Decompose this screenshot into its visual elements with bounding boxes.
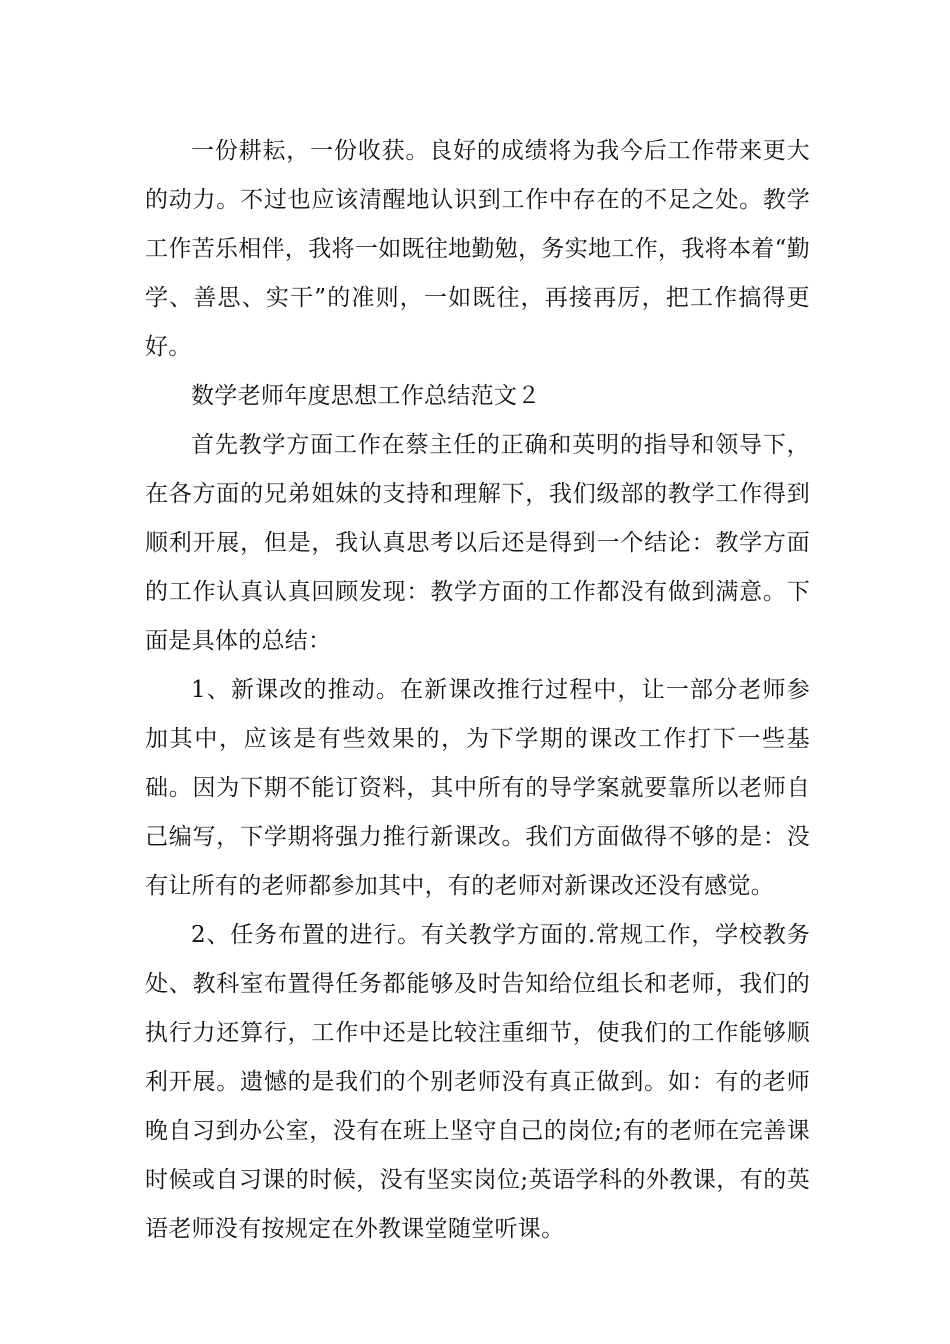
document-body [145, 127, 810, 1254]
paragraph-item-1: 1、新课改的推动。在新课改推行过程中，让一部分老师参加其中，应该是有些效果的，为下学期的课改工作打下一些基础。因为下期不能订资料，其中所有的导学案就要靠所以老师自己编写，下学期将强力推行新课改。我们方面做得不够的是：没有让所有的老师都参加其中，有的老师对新课改还没有感觉。 [145, 677, 810, 899]
paragraph-introduction: 首先教学方面工作在蔡主任的正确和英明的指导和领导下，在各方面的兄弟姐妹的支持和理解下，我们级部的教学工作得到顺利开展，但是，我认真思考以后还是得到一个结论：教学方面的工作认真认真回顾发现：教学方面的工作都没有做到满意。下面是具体的总结： [145, 432, 810, 654]
paragraph-closing-summary: 一份耕耘，一份收获。良好的成绩将为我今后工作带来更大的动力。不过也应该清醒地认识到工作中存在的不足之处。教学工作苦乐相伴，我将一如既往地勤勉，务实地工作，我将本着“勤学、善思、实干”的准则，一如既往，再接再厉，把工作搞得更好。 [145, 138, 810, 360]
section-heading: 数学老师年度思想工作总结范文２ [191, 383, 541, 409]
paragraph-item-2: 2、任务布置的进行。有关教学方面的.常规工作，学校教务处、教科室布置得任务都能够及时告知给位组长和老师，我们的执行力还算行，工作中还是比较注重细节，使我们的工作能够顺利开展。遗憾的是我们的个别老师没有真正做到。如：有的老师晚自习到办公室，没有在班上坚守自己的岗位;有的老师在完善课时候或自习课的时候，没有坚实岗位;英语学科的外教课，有的英语老师没有按规定在外教课堂随堂听课。 [145, 922, 810, 1242]
